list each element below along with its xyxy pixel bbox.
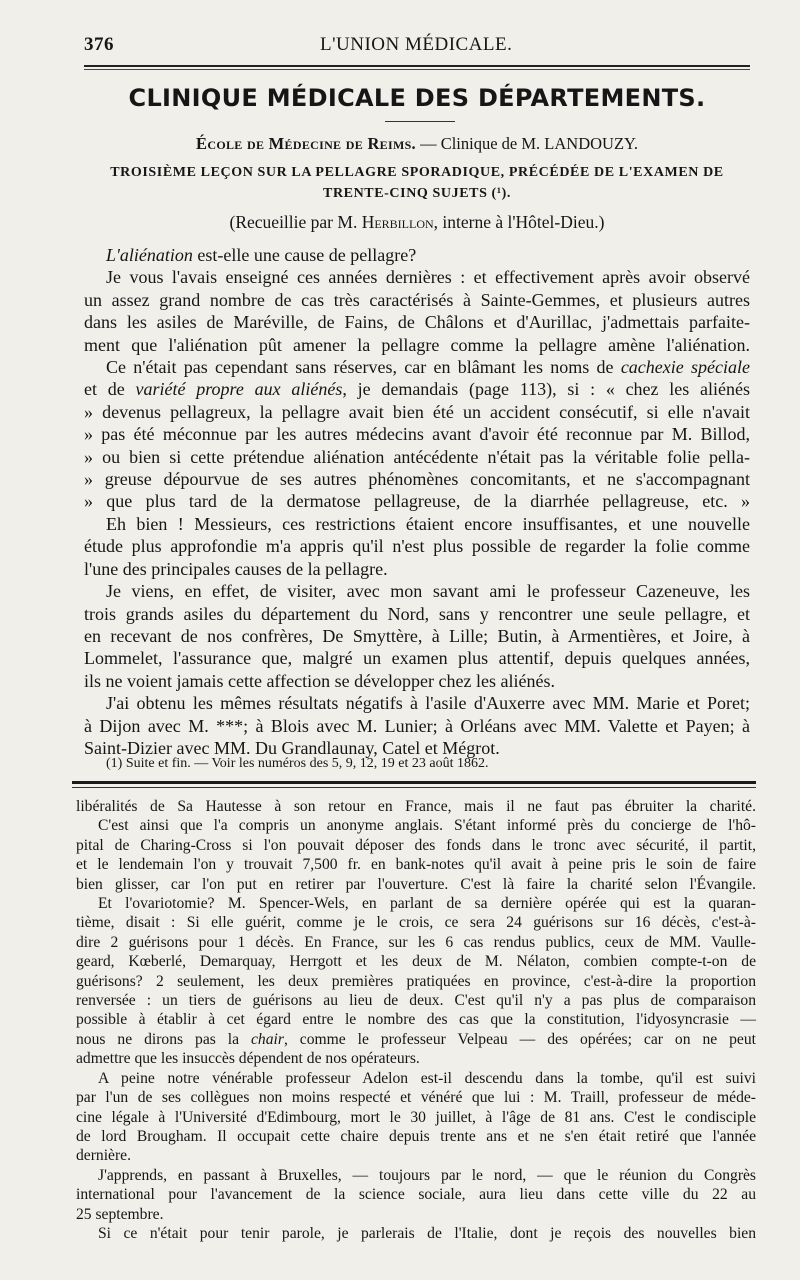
quote-line: » pas été méconnue par les autres médecins avant d'avoir été reconnue par M. Billod,: [84, 424, 750, 445]
header-rule-thin: [84, 69, 750, 70]
paragraph-line: tième, disait : Si elle guérit, comme je le crois, ce sera 24 guérisons sur 16 décès, c'est-à-: [76, 914, 756, 932]
paragraph-line: international pour l'avancement de la science sociale, aura lieu dans cette ville du 22 au: [76, 1186, 756, 1204]
running-head: [84, 30, 750, 58]
paragraph-line: Et l'ovariotomie? M. Spencer-Wels, en parlant de sa dernière opérée qui est la quaran-: [98, 895, 756, 913]
paragraph-line: geard, Kœberlé, Demarquay, Herrgott et les deux de M. Nélaton, combien compte-t-on de: [76, 953, 756, 971]
paragraph-line: admettre que les insuccès dépendent de nos opérateurs.: [76, 1050, 420, 1068]
clinic-name: — Clinique de M. LANDOUZY.: [415, 134, 638, 153]
quote-line: » greuse dépourvue de ses autres phénomènes concomitants, et ne s'accompagnant: [84, 469, 750, 490]
paragraph-line: Si ce n'était pour tenir parole, je parlerais de l'Italie, dont je reçois des nouvelles bien: [98, 1224, 756, 1242]
paragraph-line: étude plus approfondie m'a appris qu'il n'est plus possible de regarder la folie comme: [84, 536, 750, 557]
paragraph-line: trois grands asiles du département du Nord, sans y rencontrer une seule pellagre, et: [84, 603, 750, 624]
recorded-by: (Recueillie par M. Herbillon, interne à l'Hôtel-Dieu.): [229, 212, 605, 232]
paragraph-line: dans les asiles de Maréville, de Fains, de Châlons et d'Aurillac, j'admettais parfaite-: [84, 312, 750, 333]
paragraph-line: l'une des principales causes de la pellagre.: [84, 558, 388, 579]
paragraph-line: ils ne voient jamais cette affection se développer chez les aliénés.: [84, 670, 555, 691]
paragraph-line: J'apprends, en passant à Bruxelles, — toujours par le nord, — que le réunion du Congrès: [98, 1166, 756, 1184]
page-number: 376: [84, 34, 114, 55]
article-source: [84, 134, 750, 154]
paragraph-line: par l'un de ses collègues non moins respecté et vénéré que lui : M. Traill, professeur de méde-: [76, 1089, 756, 1107]
paragraph-line: pital de Charing-Cross si l'on pouvait déposer des fonds dans le tronc avec sécurité, il partit,: [76, 836, 756, 854]
lead-question: L'aliénation est-elle une cause de pellagre?: [106, 245, 417, 265]
lecture-heading-line: TRENTE-CINQ SUJETS (¹).: [323, 186, 511, 201]
feuilleton-separator-thin: [72, 787, 756, 788]
paragraph-line: guérisons? 2 seulement, les deux premières pratiquées en province, c'est-à-dire la proportion: [76, 972, 756, 990]
paragraph-line: bien glisser, car l'on put en retirer par l'ouverture. C'est là faire la charité selon l'Évangile.: [76, 875, 756, 893]
title-underline: [385, 121, 455, 122]
paragraph-line: C'est ainsi que l'a compris un anonyme anglais. S'étant informé près du concierge de l'hô-: [98, 817, 756, 835]
lecture-heading: [84, 162, 750, 204]
paragraph-line: cine légale à l'Université d'Edimbourg, mort le 30 juillet, à l'âge de 81 ans. C'est le condisciple: [76, 1108, 756, 1126]
paragraph-line: A peine notre vénérable professeur Adelon est-il descendu dans la tombe, qu'il est suivi: [98, 1069, 756, 1087]
recorder-name: Herbillon: [361, 212, 434, 232]
lecture-heading-line: TROISIÈME LEÇON SUR LA PELLAGRE SPORADIQUE, PRÉCÉDÉE DE L'EXAMEN DE: [110, 165, 724, 180]
quote-line: » devenus pellagreux, la pellagre avait bien été un accident consécutif, si elle n'avait: [84, 401, 750, 422]
paragraph-line: 25 septembre.: [76, 1205, 164, 1223]
paragraph-line: nous ne dirons pas la chair, comme le professeur Velpeau — des opérées; car on ne peut: [76, 1030, 756, 1048]
paragraph-line: Saint-Dizier avec MM. Du Grandlaunay, Catel et Mégrot.: [84, 737, 500, 758]
feuilleton-separator: [72, 781, 756, 784]
paragraph-line: de lord Brougham. Il occupait cette chaire depuis trente ans et ne s'en était retiré que l'année: [76, 1127, 756, 1145]
paragraph-line: libéralités de Sa Hautesse à son retour en France, mais il ne faut pas ébruiter la charité.: [76, 798, 756, 815]
header-rule: [84, 65, 750, 67]
paragraph-line: dire 2 guérisons pour 1 décès. En France, sur les 6 cas rendus publics, ceux de MM. Vaulle-: [76, 933, 756, 951]
paragraph-line: et le lendemain l'on y trouvait 7,500 fr. en bank-notes qu'il avait à peine pris le soin de faire: [76, 856, 756, 874]
school-name: École de Médecine de Reims.: [196, 134, 416, 153]
quote-line: » que plus tard de la dermatose pellagreuse, de la diarrhée pellagreuse, etc. »: [84, 491, 750, 512]
paragraph-line: en recevant de nos confrères, De Smyttère, à Lille; Butin, à Armentières, et Joire, à: [84, 625, 750, 646]
paragraph-line: Eh bien ! Messieurs, ces restrictions étaient encore insuffisantes, et une nouvelle: [106, 513, 750, 534]
paragraph-line: renversée : un tiers de guérisons au lieu de deux. C'est qu'il n'y a pas plus de comparaison: [76, 992, 756, 1010]
section-title: CLINIQUE MÉDICALE DES DÉPARTEMENTS.: [128, 84, 706, 112]
article-body: [84, 244, 750, 759]
paragraph-line: possible à établir à cet égard entre le nombre des cas que la constitution, l'idyosyncrasie —: [76, 1011, 756, 1029]
paragraph-line: et de variété propre aux aliénés, je demandais (page 113), si : « chez les aliénés: [84, 379, 750, 400]
paragraph-line: Je vous l'avais enseigné ces années dernières : et effectivement après avoir observé: [106, 267, 750, 288]
paragraph-line: ment que l'aliénation pût amener la pellagre comme la pellagre amène l'aliénation.: [84, 334, 750, 355]
paragraph-line: un assez grand nombre de cas très caractérisés à Sainte-Gemmes, et plusieurs autres: [84, 289, 750, 310]
paragraph-line: Ce n'était pas cependant sans réserves, car en blâmant les noms de cachexie spéciale: [106, 357, 751, 378]
quote-line: » ou bien si cette prétendue aliénation antécédente n'était pas la véritable folie pella-: [84, 446, 750, 467]
footnote: (1) Suite et fin. — Voir les numéros des 5, 9, 12, 19 et 23 août 1862.: [106, 756, 489, 771]
feuilleton-body: [76, 797, 756, 1243]
paragraph-line: dernière.: [76, 1147, 131, 1165]
paragraph-line: Lommelet, l'assurance que, malgré un examen plus attentif, depuis quelques années,: [84, 648, 750, 669]
paragraph-line: J'ai obtenu les mêmes résultats négatifs à l'asile d'Auxerre avec MM. Marie et Poret;: [106, 693, 750, 714]
paragraph-line: Je viens, en effet, de visiter, avec mon savant ami le professeur Cazeneuve, les: [106, 581, 750, 602]
paragraph-line: à Dijon avec M. ***; à Blois avec M. Lunier; à Orléans avec MM. Valette et Payen; à: [84, 715, 750, 736]
journal-title: L'UNION MÉDICALE.: [320, 34, 513, 55]
